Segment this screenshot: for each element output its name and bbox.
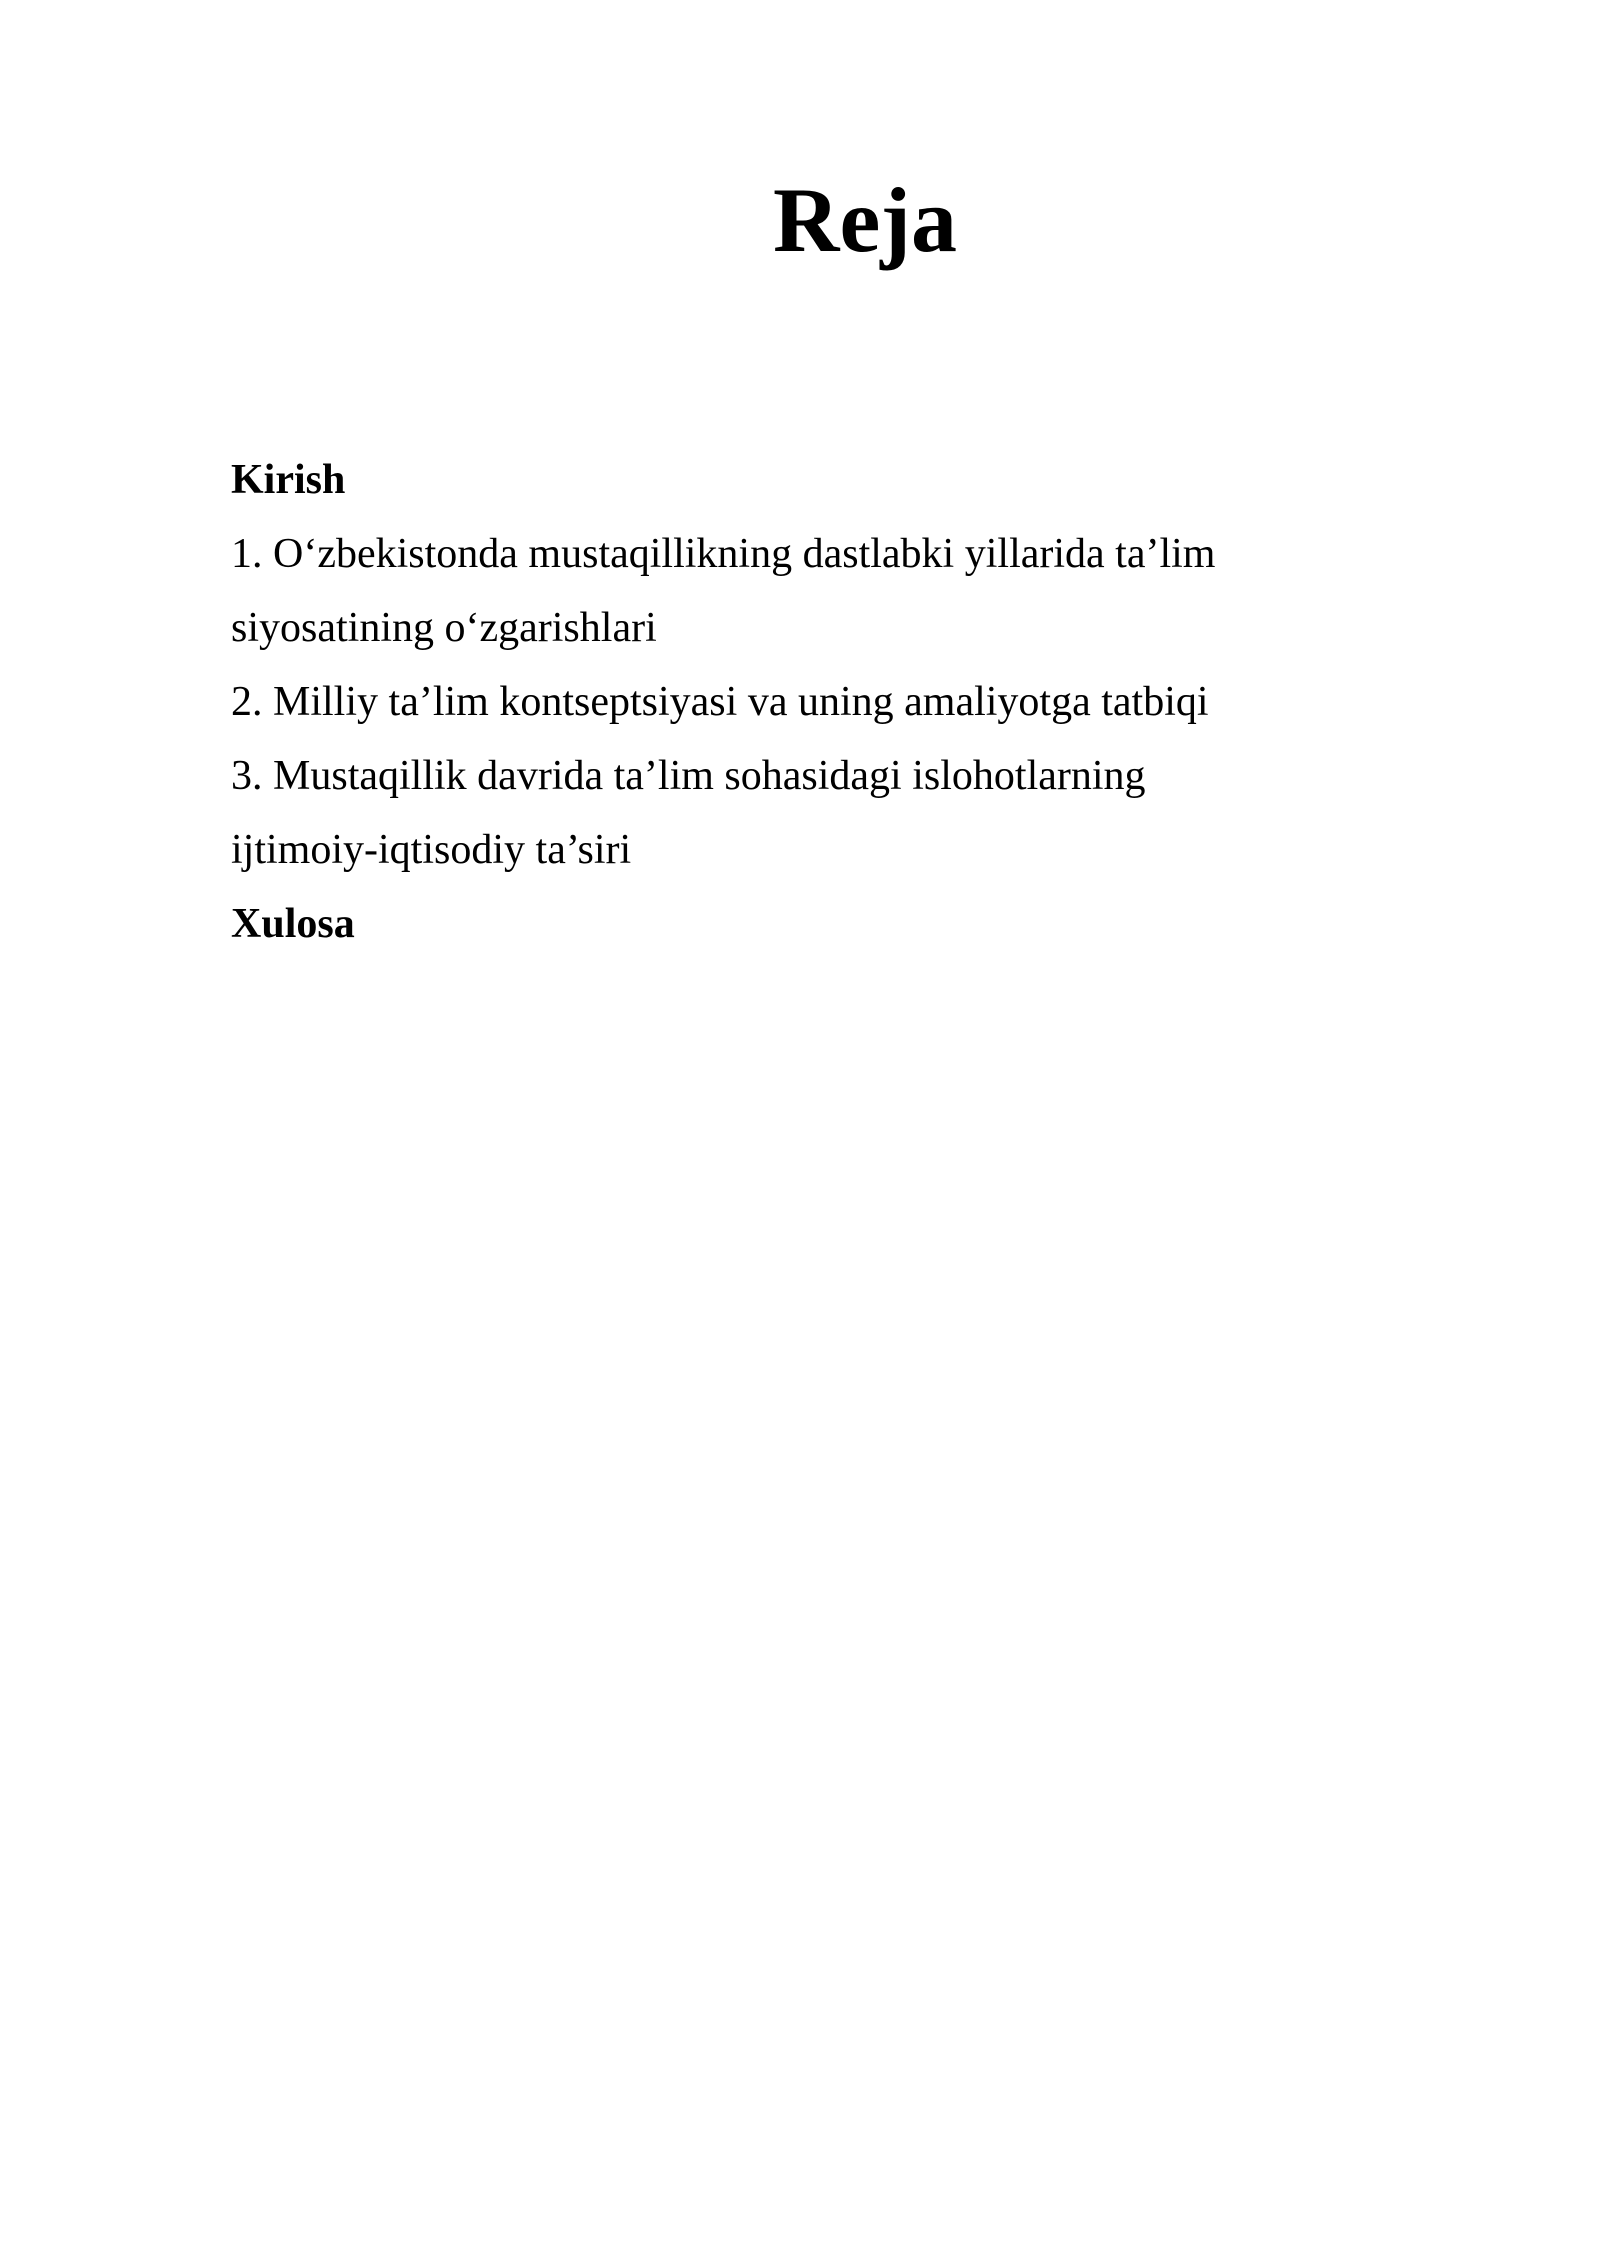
table-of-contents	[231, 443, 1431, 961]
toc-line: ijtimoiy-iqtisodiy ta’siri	[231, 827, 632, 873]
toc-conclusion: Xulosa	[231, 901, 355, 947]
toc-line: 2. Milliy ta’lim kontseptsiyasi va uning amaliyotga tatbiqi	[231, 679, 1209, 725]
toc-line: siyosatining o‘zgarishlari	[231, 605, 657, 651]
toc-line: 1. O‘zbekistonda mustaqillikning dastlabki yillarida ta’lim	[231, 531, 1216, 577]
toc-line: 3. Mustaqillik davrida ta’lim sohasidagi islohotlarning	[231, 753, 1146, 799]
toc-intro: Kirish	[231, 457, 346, 503]
page-title: Reja	[773, 169, 957, 271]
